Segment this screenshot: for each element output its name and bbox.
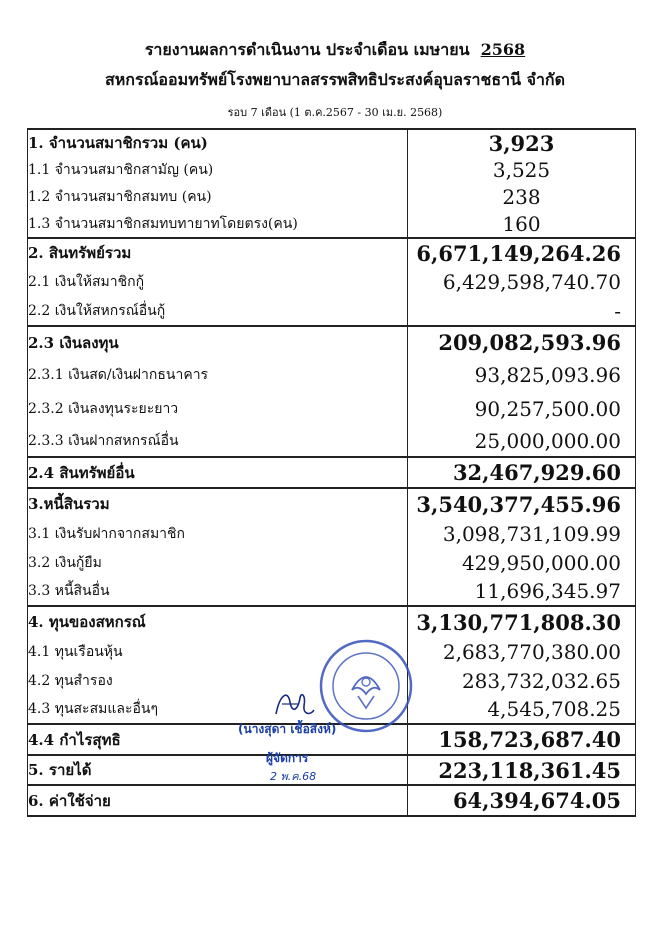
row-value: 32,467,929.60: [408, 457, 636, 488]
row-label: 1. จำนวนสมาชิกรวม (คน): [28, 129, 408, 156]
row-value: 158,723,687.40: [408, 724, 636, 755]
row-label: 2.3 เงินลงทุน: [28, 326, 408, 358]
row-label: 1.3 จำนวนสมาชิกสมทบทายาทโดยตรง(คน): [28, 210, 408, 238]
signature-date: 2 พ.ค.68: [270, 770, 317, 783]
row-value: 25,000,000.00: [408, 426, 636, 457]
row-value: -: [408, 296, 636, 326]
table-row: [28, 267, 636, 296]
table-row: [28, 577, 636, 606]
report-year: 2568: [480, 40, 526, 59]
row-value: 6,671,149,264.26: [408, 238, 636, 267]
table-row: [28, 426, 636, 457]
row-value: 3,525: [408, 156, 636, 183]
row-label: 3.1 เงินรับฝากจากสมาชิก: [28, 519, 408, 548]
row-label: 2.3.3 เงินฝากสหกรณ์อื่น: [28, 426, 408, 457]
table-row: [28, 392, 636, 426]
table-row: [28, 210, 636, 238]
row-value: 90,257,500.00: [408, 392, 636, 426]
table-row: [28, 488, 636, 519]
row-label: 1.1 จำนวนสมาชิกสามัญ (คน): [28, 156, 408, 183]
row-value: 238: [408, 183, 636, 210]
row-label: 2.3.1 เงินสด/เงินฝากธนาคาร: [28, 358, 408, 392]
row-label: 4.3 ทุนสะสมและอื่นๆ: [28, 695, 408, 724]
row-value: 3,098,731,109.99: [408, 519, 636, 548]
table-row: [28, 785, 636, 816]
row-label: 2. สินทรัพย์รวม: [28, 238, 408, 267]
table-row: [28, 183, 636, 210]
table-row: [28, 358, 636, 392]
table-row: [28, 129, 636, 156]
table-row: [28, 519, 636, 548]
row-label: 4. ทุนของสหกรณ์: [28, 606, 408, 637]
row-value: 209,082,593.96: [408, 326, 636, 358]
table-row: [28, 326, 636, 358]
row-label: 4.2 ทุนสำรอง: [28, 666, 408, 695]
row-label: 4.1 ทุนเรือนหุ้น: [28, 637, 408, 666]
row-label: 1.2 จำนวนสมาชิกสมทบ (คน): [28, 183, 408, 210]
row-value: 4,545,708.25: [408, 695, 636, 724]
row-value: 3,130,771,808.30: [408, 606, 636, 637]
signer-role: ผู้จัดการ: [266, 751, 309, 765]
row-value: 3,923: [408, 129, 636, 156]
table-row: [28, 548, 636, 577]
table-row: [28, 156, 636, 183]
table-row: [28, 238, 636, 267]
row-label: 5. รายได้: [28, 755, 408, 785]
row-label: 6. ค่าใช้จ่าย: [28, 785, 408, 816]
row-label: 3.3 หนี้สินอื่น: [28, 577, 408, 606]
row-label: 2.1 เงินให้สมาชิกกู้: [28, 267, 408, 296]
report-title-text: รายงานผลการดำเนินงาน ประจำเดือน เมษายน: [144, 40, 470, 59]
row-label: 4.4 กำไรสุทธิ: [28, 724, 408, 755]
row-value: 64,394,674.05: [408, 785, 636, 816]
row-value: 160: [408, 210, 636, 238]
row-label: 3.หนี้สินรวม: [28, 488, 408, 519]
report-period: รอบ 7 เดือน (1 ต.ค.2567 - 30 เม.ย. 2568): [227, 106, 443, 119]
row-value: 93,825,093.96: [408, 358, 636, 392]
row-value: 2,683,770,380.00: [408, 637, 636, 666]
signer-name: (นางสุดา เชื้อสิงห์): [238, 722, 337, 736]
row-value: 429,950,000.00: [408, 548, 636, 577]
row-label: 2.4 สินทรัพย์อื่น: [28, 457, 408, 488]
report-title: [0, 38, 670, 63]
row-label: 2.2 เงินให้สหกรณ์อื่นกู้: [28, 296, 408, 326]
row-label: 2.3.2 เงินลงทุนระยะยาว: [28, 392, 408, 426]
table-row: [28, 457, 636, 488]
row-value: 3,540,377,455.96: [408, 488, 636, 519]
table-row: [28, 296, 636, 326]
row-value: 283,732,032.65: [408, 666, 636, 695]
row-value: 11,696,345.97: [408, 577, 636, 606]
organization-name: สหกรณ์ออมทรัพย์โรงพยาบาลสรรพสิทธิประสงค์อุบลราชธานี จำกัด: [104, 70, 566, 89]
table-row: [28, 755, 636, 785]
row-label: 3.2 เงินกู้ยืม: [28, 548, 408, 577]
row-value: 223,118,361.45: [408, 755, 636, 785]
table-row: [28, 606, 636, 637]
row-value: 6,429,598,740.70: [408, 267, 636, 296]
handwritten-signature: [268, 684, 318, 724]
